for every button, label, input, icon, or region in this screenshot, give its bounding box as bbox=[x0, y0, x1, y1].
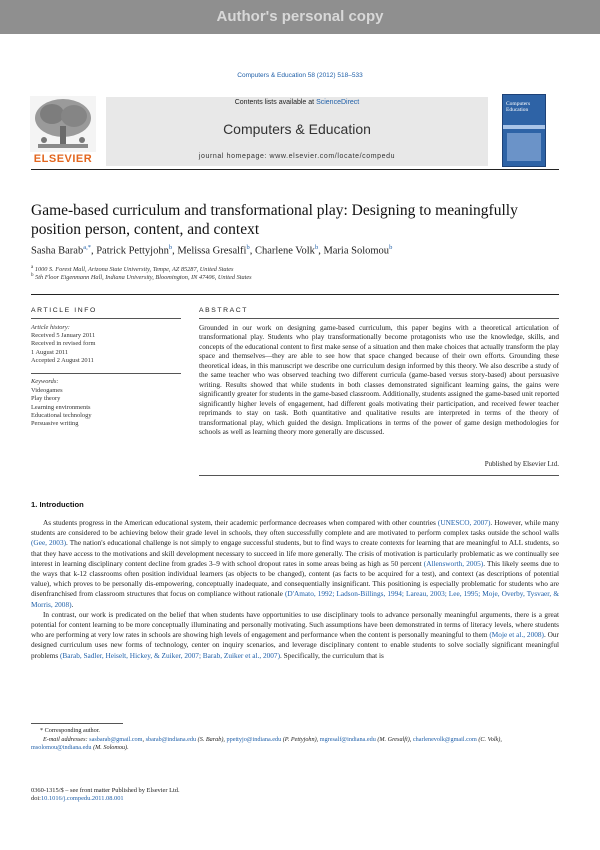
text-run: In contrast, our work is predicated on the belief that when students have opportunities to use disciplinary tools to advance personally meaningful arguments, there is a great potential for content learning to be more conceptually illuminating and personally motivating. Such assumptions have been demonstrated in terms of literacy levels, where students who are performing at very low rates in schools are showing high levels of engagement and performance when the content is personally meaningful to them bbox=[31, 609, 559, 640]
citation-link[interactable]: (Barab, Sadler, Heiselt, Hickey, & Zuiker, 2007; Barab, Zuiker et al., 2007) bbox=[59, 650, 280, 660]
masthead-rule bbox=[31, 169, 559, 170]
email-link[interactable]: sbarab@indiana.edu bbox=[145, 736, 197, 743]
footnote-rule bbox=[31, 723, 123, 724]
author-name[interactable]: Maria Solomou bbox=[323, 245, 390, 257]
history-item: Accepted 2 August 2011 bbox=[31, 356, 94, 364]
author-affiliation-mark[interactable]: b bbox=[168, 244, 173, 251]
author-affiliation-mark[interactable]: a,* bbox=[83, 244, 91, 251]
email-link[interactable]: ppettyjo@indiana.edu bbox=[226, 736, 282, 743]
text-run: . However, while many students are considered to be achieving below their grade level in schools, they often successfully complete and are motivated to perform complex tasks outside the school walls bbox=[31, 518, 559, 538]
email-link[interactable]: charlenevolk@gmail.com bbox=[412, 736, 477, 743]
contents-prefix: Contents lists available at bbox=[234, 99, 317, 106]
author-name[interactable]: Charlene Volk bbox=[254, 245, 315, 257]
text-run: (S. Barab), bbox=[196, 736, 227, 743]
citation-link[interactable]: (Allensworth, 2005) bbox=[423, 558, 484, 568]
history-item: Received in revised form bbox=[31, 340, 96, 348]
header-divider bbox=[31, 294, 559, 295]
text-run: E-mail addresses: bbox=[43, 736, 90, 743]
email-link[interactable]: mgresalf@indiana.edu bbox=[319, 736, 376, 743]
author-list: Sasha Barab$^{a,*}$, Patrick Pettyjohn$^b$, Melissa Gresalfi$^b$, Charlene Volk$^b$, Maria Solomou$^b$ bbox=[31, 244, 393, 257]
citation-link[interactable]: (D'Amato, 1992; Ladson-Billings, 1994; Lareau, 2003; Lee, 1995; Moje, Overby, Tysvaer, & Morris, 2008) bbox=[31, 589, 559, 609]
text-run: . Our designed curriculum uses new forms of technology, center on inquiry scenarios, and leverage disciplinary content to enable students to solve socially significant meaningful problems bbox=[31, 630, 559, 660]
section-heading-introduction: 1. Introduction bbox=[31, 500, 84, 509]
text-run: (C. Volk), bbox=[476, 736, 502, 743]
affiliation-text: 1000 S. Forest Mall, Arizona State University, Tempe, AZ 85287, United States bbox=[34, 266, 234, 274]
keyword: Educational technology bbox=[31, 411, 92, 419]
abstract-rule bbox=[199, 318, 559, 319]
contents-line bbox=[106, 99, 488, 106]
text-run: . bbox=[71, 599, 74, 609]
keyword: Persuasive writing bbox=[31, 420, 79, 428]
text-run: (M. Gresalfi), bbox=[375, 736, 413, 743]
asterisk-mark: * bbox=[40, 727, 44, 734]
sciencedirect-link[interactable]: ScienceDirect bbox=[316, 99, 360, 106]
cover-band bbox=[503, 125, 545, 129]
author-affiliation-mark[interactable]: b bbox=[314, 244, 319, 251]
journal-title: Computers & Education bbox=[223, 121, 371, 137]
history-item: Received 5 January 2011 bbox=[31, 332, 96, 339]
text-run: . Specifically, the curriculum that is bbox=[280, 650, 384, 660]
affiliation-mark: a bbox=[31, 265, 34, 270]
abstract-text: Grounded in our work on designing game-based curriculum, this paper begins with a theoretical articulation of transformational play. Students who play transformationally become protagonists who use the knowledge, skills, and concepts of the educational content to first make sense of a situation and then make choices that actually transform the play space and themselves—they are able to see how that space changed because of their own efforts. Grounding these theoretical ideas, in this manuscript we describe one curriculum design informed by this theory. We also describe a study of the same teacher who was observed teaching two different curricula (game-based versus story-based) about persuasive writing. Results showed that while students in both classes demonstrated significant learning gains, the gains were significantly greater for students in the game-based classroom. Additionally, students assigned the game-based unit reported significantly higher levels of engagement, had different goals motivating their participation, and received fewer teacher reprimands to stay on task. Both quantitative and qualitative results are interpreted in terms of the theory of transformational play, which guided the design. Implications in terms of the power of game design methodologies for schools as well as learning theory more generally are discussed. bbox=[199, 324, 559, 436]
article-history-label: Article history: bbox=[31, 324, 70, 331]
text-run: , bbox=[142, 736, 146, 743]
text-run: (P. Pettyjohn), bbox=[281, 736, 320, 743]
journal-homepage[interactable]: journal homepage: www.elsevier.com/locate/compedu bbox=[198, 153, 396, 160]
corresponding-author-text: Corresponding author. bbox=[44, 727, 100, 734]
abstract-heading: ABSTRACT bbox=[199, 307, 249, 314]
doi-line bbox=[31, 795, 124, 802]
citation-link[interactable]: (Gee, 2003) bbox=[31, 538, 67, 548]
keywords-label: Keywords: bbox=[31, 378, 59, 385]
published-by: Published by Elsevier Ltd. bbox=[484, 460, 559, 468]
article-history-list bbox=[31, 332, 181, 365]
keyword: Play theory bbox=[31, 395, 61, 403]
publisher-name: ELSEVIER bbox=[33, 153, 93, 165]
citation-link[interactable]: (Moje et al., 2008) bbox=[489, 630, 544, 640]
paragraph bbox=[31, 610, 559, 661]
author-affiliation-mark[interactable]: b bbox=[246, 244, 250, 251]
keyword: Learning environments bbox=[31, 403, 91, 411]
doi-link[interactable]: 10.1016/j.compedu.2011.08.001 bbox=[40, 795, 124, 802]
affiliation-text: 5th Floor Eigenmann Hall, Indiana University, Bloomington, IN 47406, United States bbox=[35, 274, 252, 282]
introduction-body bbox=[31, 518, 559, 661]
text-run: . The nation's educational challenge is not simply to engage successful students, but to find ways to create contexts for learning that are meaningful to ALL students, so that they have access to the motivations and skill development necessary to succeed in life more generally. The crisis of motivation is particularly problematic as we continually see interest in learning disciplinary content decline from grades 3–9 with school dropout rates in some areas being as high as 50 percent bbox=[31, 538, 559, 568]
keywords-list bbox=[31, 387, 181, 428]
affiliation bbox=[31, 273, 252, 281]
email-link[interactable]: sasbarab@gmail.com bbox=[89, 736, 143, 743]
cover-panel bbox=[507, 133, 541, 161]
article-title: Game-based curriculum and transformational play: Designing to meaningfully position person, content, and context bbox=[31, 202, 518, 238]
cover-title: Computers Education bbox=[506, 101, 531, 114]
email-link[interactable]: msolomou@indiana.edu bbox=[31, 744, 92, 751]
author-name[interactable]: Melissa Gresalfi bbox=[177, 245, 247, 257]
paragraph bbox=[31, 518, 559, 610]
author-affiliation-mark[interactable]: b bbox=[389, 244, 393, 251]
corresponding-author-note bbox=[40, 727, 100, 735]
author-name[interactable]: Sasha Barab bbox=[31, 245, 84, 257]
history-item: 1 August 2011 bbox=[31, 348, 69, 356]
article-info-rule bbox=[31, 318, 181, 319]
text-run: . This likely seems due to the ways that k-12 classrooms often position individual learners (as objects to be changed), content (as facts to be acquired for a test), and context (as descriptions of potential value), which proves to be personally dis-empowering, conceptually inadequate, and consequentially insignificant. This positioning is especially problematic for students who are disenfranchised from classroom structures that focus on compliance without rationale bbox=[31, 558, 560, 599]
author-name[interactable]: Patrick Pettyjohn bbox=[96, 245, 169, 257]
journal-cover-thumbnail bbox=[502, 94, 546, 167]
email-addresses bbox=[31, 736, 559, 752]
doi-prefix: doi: bbox=[31, 795, 41, 802]
text-run: As students progress in the American educational system, their academic performance decreases when compared with other countries bbox=[43, 518, 438, 527]
keyword: Videogames bbox=[31, 387, 63, 394]
issn-line: 0360-1315/$ – see front matter Published by Elsevier Ltd. bbox=[31, 787, 180, 794]
citation-link[interactable]: (UNESCO, 2007) bbox=[437, 518, 491, 527]
affiliation bbox=[31, 265, 234, 273]
article-info-divider bbox=[31, 373, 181, 374]
text-run: (M. Solomou). bbox=[91, 744, 129, 751]
journal-citation[interactable]: Computers & Education 58 (2012) 518–533 bbox=[237, 72, 363, 79]
watermark-banner: Author's personal copy bbox=[0, 0, 600, 34]
abstract-bottom-rule bbox=[199, 475, 559, 476]
affiliation-mark: b bbox=[31, 273, 34, 278]
article-info-heading: ARTICLE INFO bbox=[31, 307, 97, 314]
